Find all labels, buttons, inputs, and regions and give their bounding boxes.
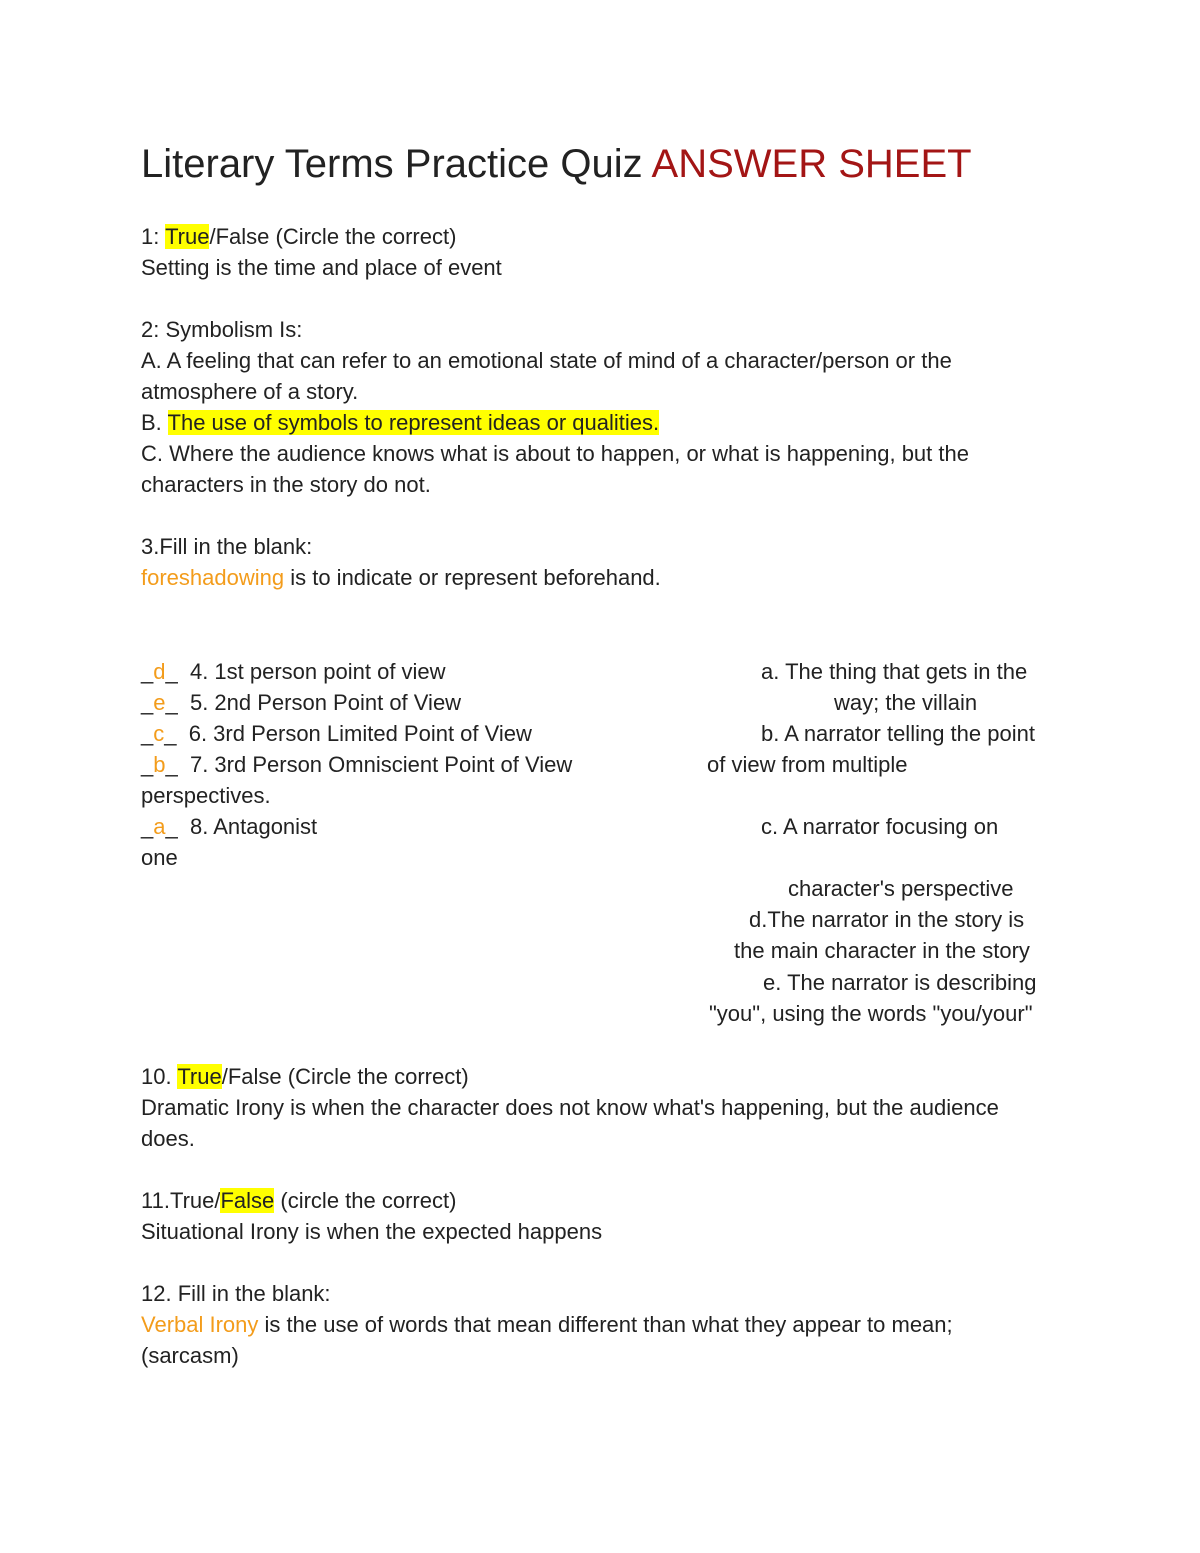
q10-rest: /False (Circle the correct) — [221, 1064, 469, 1089]
definition-e-line2: "you", using the words "you/your" — [709, 1001, 1033, 1026]
q10-answer: True — [177, 1064, 222, 1089]
q1-answer: True — [165, 224, 210, 249]
definition-b-line2: of view from multiple — [707, 752, 908, 777]
q11-prefix: 11.True/ — [141, 1188, 221, 1213]
q2-option-c-line1: C. Where the audience knows what is about to happen, or what is happening, but the — [141, 441, 969, 466]
matching-text: _ 6. 3rd Person Limited Point of View — [164, 721, 532, 746]
title-answer-sheet: ANSWER SHEET — [651, 142, 972, 186]
blank-pre: _ — [141, 690, 154, 715]
q2-option-a-line1: A. A feeling that can refer to an emotional state of mind of a character/person or the — [141, 348, 952, 373]
blank-pre: _ — [141, 721, 154, 746]
definition-b-line1: b. A narrator telling the point — [761, 721, 1035, 746]
q2-option-b — [141, 407, 659, 438]
matching-text: _ 4. 1st person point of view — [165, 659, 446, 684]
matching-text: _ 5. 2nd Person Point of View — [165, 690, 462, 715]
definition-c-line2: character's perspective — [788, 876, 1014, 901]
blank-pre: _ — [141, 814, 154, 839]
matching-answer: b — [153, 752, 166, 777]
q1-question — [141, 221, 456, 252]
matching-item — [141, 687, 461, 718]
matching-text: _ 8. Antagonist — [165, 814, 318, 839]
q11-statement: Situational Irony is when the expected happens — [141, 1219, 603, 1244]
blank-pre: _ — [141, 752, 154, 777]
title-main: Literary Terms Practice Quiz — [141, 142, 652, 186]
matching-wrap-perspectives: perspectives. — [141, 783, 271, 808]
definition-c-line1: c. A narrator focusing on — [761, 814, 999, 839]
q2-option-c-line2: characters in the story do not. — [141, 472, 431, 497]
matching-answer: a — [153, 814, 166, 839]
q12-label: 12. Fill in the blank: — [141, 1281, 331, 1306]
q2-label: 2: Symbolism Is: — [141, 317, 303, 342]
matching-item — [141, 749, 572, 780]
q2-option-b-answer: The use of symbols to represent ideas or qualities. — [167, 410, 660, 435]
matching-item — [141, 656, 446, 687]
q3-answer-line — [141, 562, 661, 593]
q12-answer: Verbal Irony — [141, 1312, 259, 1337]
matching-answer: e — [153, 690, 166, 715]
q1-statement: Setting is the time and place of event — [141, 255, 502, 280]
definition-d-line1: d.The narrator in the story is — [749, 907, 1025, 932]
q1-rest: /False (Circle the correct) — [209, 224, 457, 249]
matching-item — [141, 718, 532, 749]
q3-rest: is to indicate or represent beforehand. — [284, 565, 661, 590]
q12-rest: is the use of words that mean different than what they appear to mean; — [258, 1312, 953, 1337]
q11-answer: False — [220, 1188, 275, 1213]
q10-question — [141, 1061, 469, 1092]
page-title — [141, 140, 972, 188]
q12-line2: (sarcasm) — [141, 1343, 239, 1368]
q11-rest: (circle the correct) — [274, 1188, 457, 1213]
q10-statement-line1: Dramatic Irony is when the character does not know what's happening, but the audience — [141, 1095, 999, 1120]
definition-a-line2: way; the villain — [834, 690, 978, 715]
matching-text: _ 7. 3rd Person Omniscient Point of View — [165, 752, 573, 777]
definition-d-line2: the main character in the story — [734, 938, 1030, 963]
matching-item — [141, 811, 317, 842]
matching-answer: c — [153, 721, 165, 746]
matching-answer: d — [153, 659, 166, 684]
q3-label: 3.Fill in the blank: — [141, 534, 313, 559]
definition-e-line1: e. The narrator is describing — [763, 970, 1037, 995]
q2-option-a-line2: atmosphere of a story. — [141, 379, 359, 404]
q1-prefix: 1: — [141, 224, 166, 249]
q11-question — [141, 1185, 456, 1216]
q10-prefix: 10. — [141, 1064, 178, 1089]
q3-answer: foreshadowing — [141, 565, 285, 590]
definition-a-line1: a. The thing that gets in the — [761, 659, 1028, 684]
q12-answer-line — [141, 1309, 953, 1340]
matching-wrap-one: one — [141, 845, 178, 870]
q10-statement-line2: does. — [141, 1126, 195, 1151]
q2-option-b-prefix: B. — [141, 410, 168, 435]
blank-pre: _ — [141, 659, 154, 684]
